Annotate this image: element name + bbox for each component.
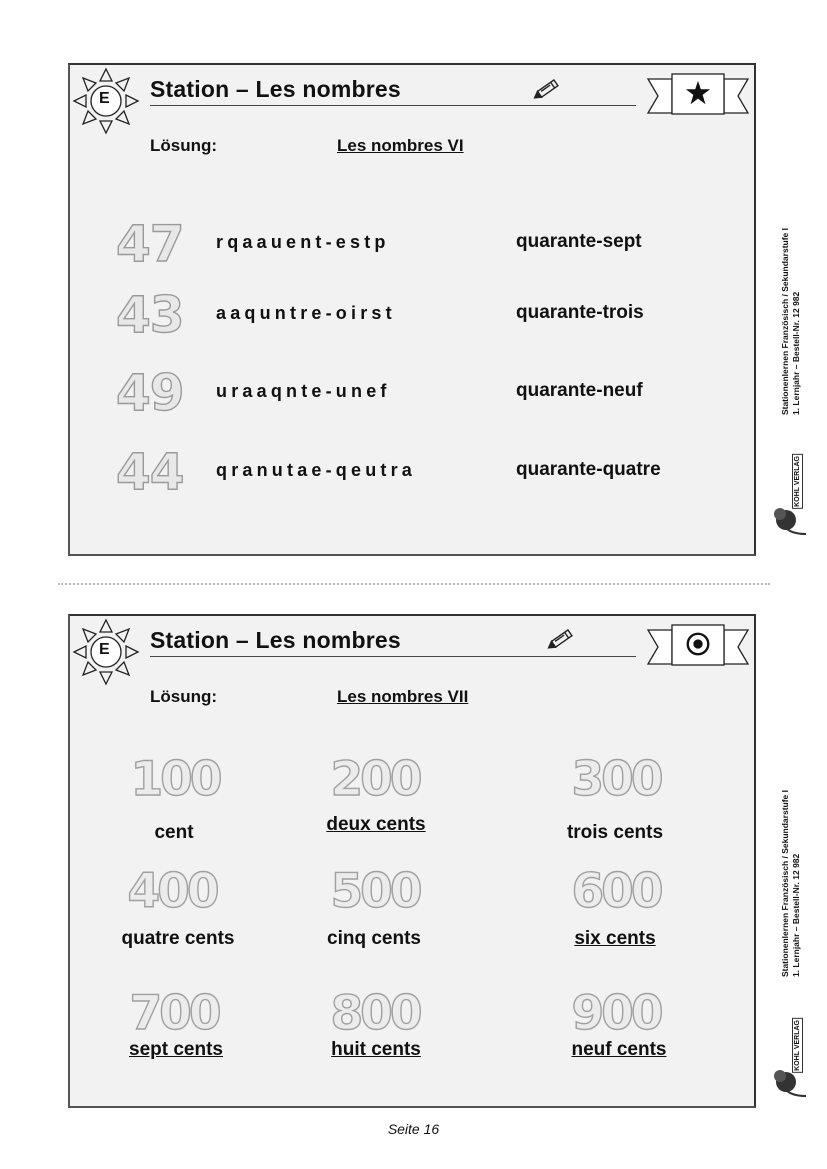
card-title: Station – Les nombres: [150, 76, 401, 102]
sidebar-line-2: 1. Lernjahr – Bestell-Nr. 12 982: [791, 853, 801, 978]
pencil-icon: [546, 625, 578, 653]
hundred-number: 800: [330, 986, 420, 1041]
station-card-1: [68, 63, 756, 556]
big-number: 44: [116, 443, 184, 501]
scrambled-word: qranutae-qeutra: [216, 460, 417, 480]
hundred-number: 200: [330, 752, 420, 807]
big-number: 49: [116, 364, 184, 422]
scrambled-word: rqaauent-estp: [216, 232, 390, 252]
answer-word: quarante-quatre: [516, 459, 661, 480]
hundred-word: six cents: [574, 928, 656, 949]
hundred-word: trois cents: [566, 822, 664, 843]
big-number: 47: [116, 215, 184, 273]
answer-word: quarante-sept: [516, 231, 642, 252]
answer-word: quarante-neuf: [516, 380, 643, 401]
scrambled-word: uraaqnte-unef: [216, 381, 391, 401]
exercise-subtitle: Les nombres VI: [337, 136, 464, 155]
sidebar-line-1: Stationenlernen Französisch / Sekundarstufe I: [780, 790, 790, 978]
title-underline: [150, 105, 636, 106]
loesung-label: Lösung:: [150, 136, 218, 155]
hundred-number: 400: [127, 864, 217, 919]
hundred-word: cinq cents: [327, 928, 421, 949]
cut-line-divider: [58, 583, 770, 585]
hundred-word: huit cents: [331, 1039, 421, 1060]
sidebar-line-2: 1. Lernjahr – Bestell-Nr. 12 982: [791, 291, 801, 416]
star-icon: [684, 79, 712, 107]
hundred-number: 900: [571, 986, 661, 1041]
sidebar-text: [780, 790, 802, 977]
hundred-word: deux cents: [326, 814, 426, 835]
sidebar-text: [780, 228, 802, 415]
answer-word: quarante-trois: [516, 302, 644, 323]
target-icon: [684, 630, 712, 658]
station-badge-letter: E: [99, 641, 110, 658]
scrambled-word: aaquntre-oirst: [216, 303, 396, 323]
publisher-name: KOHL VERLAG: [794, 1020, 801, 1071]
publisher-name: KOHL VERLAG: [794, 456, 801, 507]
hundred-word: cent: [154, 822, 194, 843]
station-badge-letter: E: [99, 90, 110, 107]
hundred-number: 700: [129, 986, 219, 1041]
loesung-label: Lösung:: [150, 687, 218, 706]
publisher-sidebar: [780, 228, 810, 528]
page-footer: Seite 16: [387, 1121, 440, 1137]
title-underline: [150, 656, 636, 657]
station-card-2: [68, 614, 756, 1108]
hundred-number: 500: [330, 864, 420, 919]
hundred-number: 100: [130, 752, 220, 807]
tree-logo-icon: [772, 1062, 812, 1102]
hundred-number: 300: [571, 752, 661, 807]
exercise-subtitle: Les nombres VII: [337, 687, 469, 706]
hundred-word: sept cents: [129, 1039, 223, 1060]
publisher-sidebar: [780, 790, 810, 1100]
hundred-number: 600: [571, 864, 661, 919]
hundred-word: neuf cents: [571, 1039, 667, 1060]
card-title: Station – Les nombres: [150, 627, 401, 653]
tree-logo-icon: [772, 500, 812, 540]
sidebar-line-1: Stationenlernen Französisch / Sekundarstufe I: [780, 228, 790, 416]
pencil-icon: [532, 75, 564, 103]
hundred-word: quatre cents: [121, 928, 235, 949]
big-number: 43: [116, 286, 184, 344]
